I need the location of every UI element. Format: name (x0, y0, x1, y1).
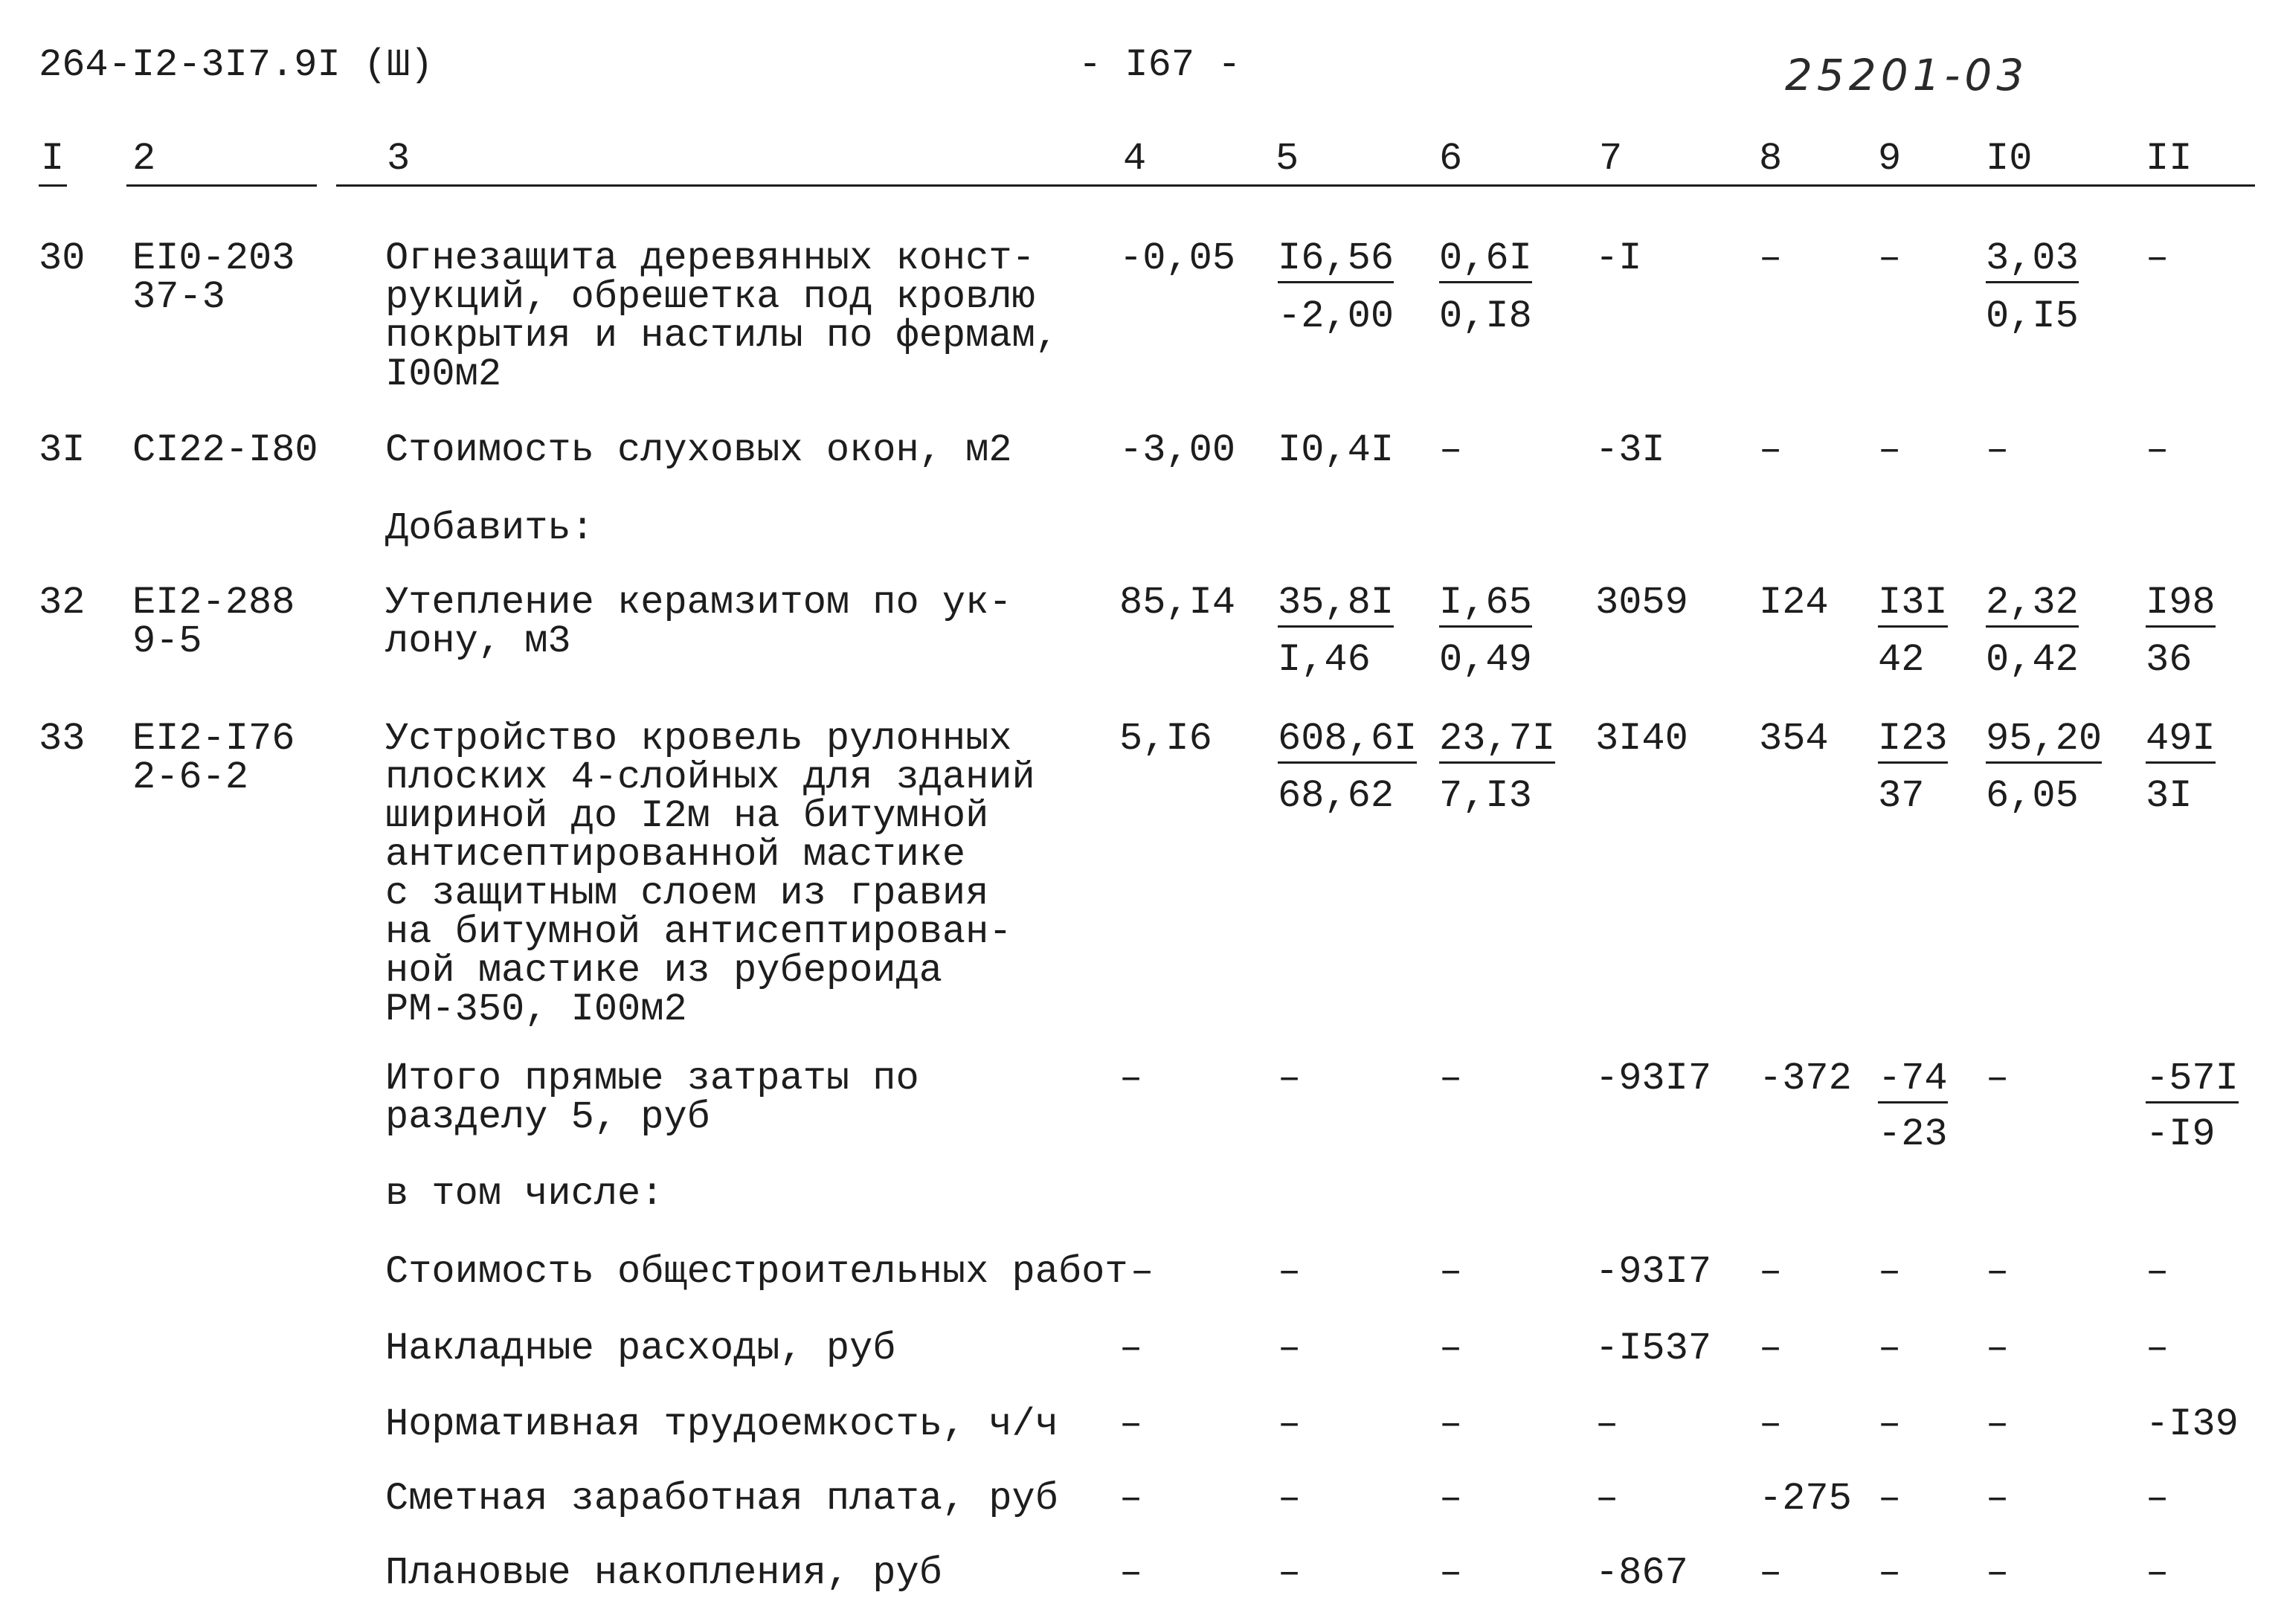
cell-col-4: – (1130, 1250, 1154, 1294)
cell-col-11-top: I98 (2146, 584, 2216, 628)
breakdown-label: Плановые накопления, руб (385, 1551, 942, 1595)
cell-col-8: I24 (1759, 581, 1829, 625)
breakdown-label: Сметная заработная плата, руб (385, 1477, 1058, 1521)
cell-col-7: 3059 (1595, 581, 1688, 625)
row-description: Огнезащита деревянных конст- рукций, обрешетка под кровлю покрытия и настилы по фермам, I00м2 (385, 236, 1058, 396)
cell-col-6: – (1439, 1402, 1463, 1446)
cell-col-7: -93I7 (1595, 1057, 1712, 1101)
cell-col-7: – (1595, 1402, 1619, 1446)
col-header-7: 7 (1599, 137, 1623, 181)
cell-col-7: -93I7 (1595, 1250, 1712, 1294)
cell-col-5-bottom: I,46 (1278, 638, 1371, 682)
cell-col-11-bottom: 3I (2146, 774, 2193, 818)
cell-col-10-bottom: 0,I5 (1986, 294, 2079, 338)
cell-col-6-bottom: 0,49 (1439, 638, 1532, 682)
cell-col-5: – (1278, 1327, 1302, 1370)
col-header-5: 5 (1275, 137, 1299, 181)
cell-col-6: – (1439, 1551, 1463, 1595)
row-code: EI0-203 37-3 (132, 236, 295, 319)
row-description: Утепление керамзитом по ук- лону, м3 (385, 581, 1012, 663)
cell-col-8: -372 (1759, 1057, 1852, 1101)
col-header-9: 9 (1878, 137, 1902, 181)
cell-col-9: – (1878, 1551, 1902, 1595)
cell-col-11-bottom: -I9 (2146, 1112, 2216, 1156)
cell-col-10-top: 2,32 (1986, 584, 2079, 628)
cell-col-5: I0,4I (1278, 428, 1394, 472)
cell-col-7: -I (1595, 236, 1642, 280)
cell-col-7: – (1595, 1477, 1619, 1521)
cell-col-9: – (1878, 1402, 1902, 1446)
cell-col-6: – (1439, 428, 1463, 472)
cell-col-6-top: I,65 (1439, 584, 1532, 628)
cell-col-8: 354 (1759, 717, 1829, 761)
cell-col-6: – (1439, 1327, 1463, 1370)
cell-col-9-top: -74 (1878, 1060, 1948, 1103)
cell-col-4: – (1119, 1057, 1143, 1101)
col-header-2: 2 (132, 137, 156, 181)
row-number: 32 (39, 581, 86, 625)
cell-col-10: – (1986, 1327, 2010, 1370)
cell-col-10: – (1986, 1250, 2010, 1294)
cell-col-4: -3,00 (1119, 428, 1236, 472)
cell-col-4: – (1119, 1551, 1143, 1595)
cell-col-8: – (1759, 1327, 1783, 1370)
cell-col-10: – (1986, 428, 2010, 472)
cell-col-6-top: 23,7I (1439, 720, 1555, 764)
add-section-label: Добавить: (385, 506, 594, 550)
cell-col-9: – (1878, 1327, 1902, 1370)
col-header-1: I (41, 137, 65, 181)
cell-col-4: -0,05 (1119, 236, 1236, 280)
cell-col-7: 3I40 (1595, 717, 1688, 761)
cell-col-6-top: 0,6I (1439, 239, 1532, 283)
cell-col-11: – (2146, 1551, 2169, 1595)
cell-col-6: – (1439, 1477, 1463, 1521)
cell-col-5-bottom: -2,00 (1278, 294, 1394, 338)
handwritten-document-number: 25201-03 (1785, 50, 2029, 100)
cell-col-11: – (2146, 1477, 2169, 1521)
row-number: 30 (39, 236, 86, 280)
col-header-11: II (2146, 137, 2193, 181)
totals-label: Итого прямые затраты по разделу 5, руб (385, 1057, 919, 1139)
cell-col-10-top: 3,03 (1986, 239, 2079, 283)
row-number: 3I (39, 428, 86, 472)
cell-col-5: – (1278, 1250, 1302, 1294)
breakdown-label: Нормативная трудоемкость, ч/ч (385, 1402, 1058, 1446)
cell-col-4: 5,I6 (1119, 717, 1212, 761)
cell-col-9-bottom: 42 (1878, 638, 1925, 682)
cell-col-6: – (1439, 1057, 1463, 1101)
header-underline (336, 184, 2255, 187)
row-number: 33 (39, 717, 86, 761)
cell-col-5-bottom: 68,62 (1278, 774, 1394, 818)
cell-col-6: – (1439, 1250, 1463, 1294)
cell-col-5-top: 608,6I (1278, 720, 1417, 764)
cell-col-8: – (1759, 1551, 1783, 1595)
document-code: 264-I2-3I7.9I (Ш) (39, 43, 434, 87)
row-code: EI2-I76 2-6-2 (132, 717, 295, 799)
cell-col-5: – (1278, 1551, 1302, 1595)
cell-col-10-bottom: 0,42 (1986, 638, 2079, 682)
header-underline (126, 184, 317, 187)
cell-col-11: -I39 (2146, 1402, 2239, 1446)
cell-col-11: – (2146, 236, 2169, 280)
cell-col-9: – (1878, 1250, 1902, 1294)
cell-col-5: – (1278, 1477, 1302, 1521)
cell-col-10: – (1986, 1477, 2010, 1521)
col-header-4: 4 (1123, 137, 1147, 181)
cell-col-10-top: 95,20 (1986, 720, 2102, 764)
row-description: Устройство кровель рулонных плоских 4-слойных для зданий шириной до I2м на битумной антисептированной мастике с защитным слоем из гравия на битумной антисептирован- ной мастике из рубероида PM-350, I00м2 (385, 717, 1035, 1031)
row-description: Стоимость слуховых окон, м2 (385, 428, 1012, 472)
cell-col-9-top: I3I (1878, 584, 1948, 628)
cell-col-4: – (1119, 1477, 1143, 1521)
cell-col-10: – (1986, 1057, 2010, 1101)
cell-col-10: – (1986, 1402, 2010, 1446)
header-underline (39, 184, 67, 187)
col-header-8: 8 (1759, 137, 1783, 181)
cell-col-11-top: 49I (2146, 720, 2216, 764)
breakdown-label: Стоимость общестроительных работ (385, 1250, 1128, 1294)
cell-col-7: -867 (1595, 1551, 1688, 1595)
cell-col-5: – (1278, 1402, 1302, 1446)
cell-col-7: -I537 (1595, 1327, 1712, 1370)
breakdown-label: Накладные расходы, руб (385, 1327, 896, 1370)
col-header-3: 3 (387, 137, 411, 181)
cell-col-10-bottom: 6,05 (1986, 774, 2079, 818)
cell-col-11-top: -57I (2146, 1060, 2239, 1103)
cell-col-4: – (1119, 1402, 1143, 1446)
cell-col-7: -3I (1595, 428, 1665, 472)
cell-col-8: – (1759, 428, 1783, 472)
cell-col-6-bottom: 0,I8 (1439, 294, 1532, 338)
cell-col-9-top: I23 (1878, 720, 1948, 764)
row-code: CI22-I80 (132, 428, 318, 472)
cell-col-9-bottom: 37 (1878, 774, 1925, 818)
cell-col-5-top: 35,8I (1278, 584, 1394, 628)
cell-col-8: -275 (1759, 1477, 1852, 1521)
cell-col-8: – (1759, 236, 1783, 280)
cell-col-9: – (1878, 236, 1902, 280)
cell-col-10: – (1986, 1551, 2010, 1595)
cell-col-4: 85,I4 (1119, 581, 1236, 625)
cell-col-9: – (1878, 428, 1902, 472)
cell-col-11-bottom: 36 (2146, 638, 2193, 682)
page-number: - I67 - (1078, 43, 1241, 87)
cell-col-4: – (1119, 1327, 1143, 1370)
cell-col-8: – (1759, 1250, 1783, 1294)
cell-col-9: – (1878, 1477, 1902, 1521)
cell-col-11: – (2146, 1250, 2169, 1294)
cell-col-5: – (1278, 1057, 1302, 1101)
cell-col-8: – (1759, 1402, 1783, 1446)
including-label: в том числе: (385, 1172, 664, 1216)
cell-col-9-bottom: -23 (1878, 1112, 1948, 1156)
cell-col-6-bottom: 7,I3 (1439, 774, 1532, 818)
col-header-10: I0 (1986, 137, 2033, 181)
cell-col-11: – (2146, 428, 2169, 472)
row-code: EI2-288 9-5 (132, 581, 295, 663)
col-header-6: 6 (1439, 137, 1463, 181)
cell-col-11: – (2146, 1327, 2169, 1370)
cell-col-5-top: I6,56 (1278, 239, 1394, 283)
